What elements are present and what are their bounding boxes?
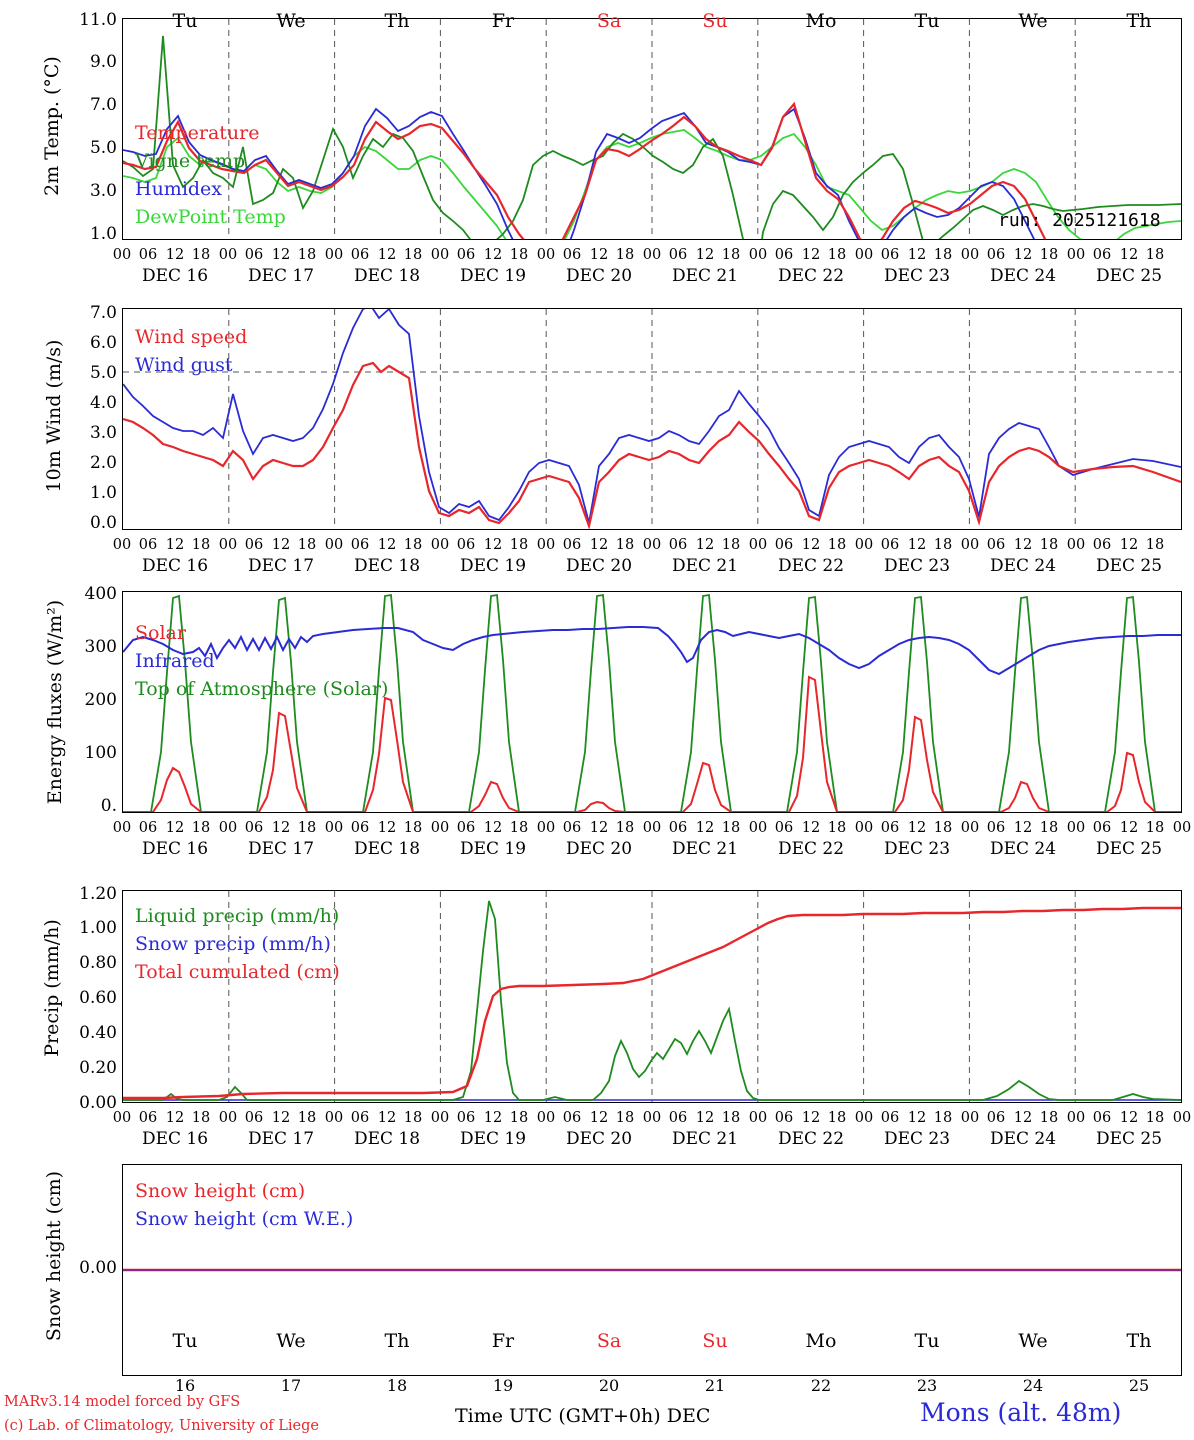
dayname: We [1018, 10, 1048, 32]
hour-tick: 06 [668, 1110, 688, 1126]
hour-tick: 00 [960, 820, 980, 836]
date-label: DEC 24 [989, 266, 1057, 286]
ytick: 300 [84, 637, 117, 657]
daynumber: 22 [810, 1376, 832, 1395]
date-label: DEC 21 [671, 1129, 739, 1149]
date-label: DEC 23 [883, 266, 951, 286]
hour-tick: 12 [1013, 247, 1033, 263]
legend-vigne: Vigne temp [135, 150, 246, 172]
hour-tick: 06 [350, 1110, 370, 1126]
hour-tick: 12 [1119, 537, 1139, 553]
hour-tick: 00 [748, 1110, 768, 1126]
hour-tick: 06 [350, 247, 370, 263]
hour-tick: 12 [907, 247, 927, 263]
hour-tick: 00 [218, 247, 238, 263]
hour-tick: 00 [112, 820, 132, 836]
hour-tick: 18 [403, 820, 423, 836]
legend-snow-precip: Snow precip (mm/h) [135, 933, 331, 955]
hour-tick: 06 [350, 537, 370, 553]
hour-tick: 12 [377, 247, 397, 263]
hour-tick: 12 [1013, 537, 1033, 553]
hour-tick: 00 [1172, 1110, 1192, 1126]
dayname: Tu [172, 10, 198, 32]
dayname: Su [702, 10, 728, 32]
ylabel-temperature: 2m Temp. (°C) [41, 56, 63, 196]
hour-tick: 00 [324, 820, 344, 836]
hour-tick: 06 [138, 247, 158, 263]
hour-tick: 00 [536, 1110, 556, 1126]
hour-tick: 00 [112, 1110, 132, 1126]
hour-tick: 12 [165, 1110, 185, 1126]
date-label: DEC 24 [989, 1129, 1057, 1149]
footer-copyright-line: (c) Lab. of Climatology, University of Liege [4, 1418, 319, 1434]
legend-infrared: Infrared [135, 650, 215, 672]
hour-tick: 06 [562, 820, 582, 836]
dayname-bottom: Fr [491, 1330, 515, 1352]
date-label: DEC 23 [883, 1129, 951, 1149]
hour-tick: 12 [165, 537, 185, 553]
hour-tick: 12 [271, 537, 291, 553]
hour-tick: 06 [456, 247, 476, 263]
hour-tick: 12 [483, 537, 503, 553]
hour-tick: 18 [615, 1110, 635, 1126]
hour-tick: 06 [244, 247, 264, 263]
plot-energy [122, 591, 1182, 813]
plot-wind [122, 308, 1182, 530]
ytick: 9.0 [89, 52, 117, 72]
date-label: DEC 16 [141, 556, 209, 576]
hour-tick: 06 [880, 247, 900, 263]
hour-tick: 06 [774, 247, 794, 263]
footer-model-line: MARv3.14 model forced by GFS [4, 1394, 241, 1410]
date-label: DEC 25 [1095, 266, 1163, 286]
hour-tick: 06 [138, 1110, 158, 1126]
hour-tick: 00 [218, 1110, 238, 1126]
hour-tick: 12 [483, 1110, 503, 1126]
hour-tick: 12 [801, 1110, 821, 1126]
date-label: DEC 16 [141, 1129, 209, 1149]
hour-tick: 18 [1145, 820, 1165, 836]
hour-tick: 12 [695, 537, 715, 553]
hour-tick: 00 [1172, 820, 1192, 836]
ytick: 3.0 [89, 181, 117, 201]
footer-station-label: Mons (alt. 48m) [920, 1398, 1122, 1427]
date-label: DEC 18 [353, 556, 421, 576]
hour-tick: 18 [615, 820, 635, 836]
daynumber: 25 [1128, 1376, 1150, 1395]
dayname-bottom: We [1018, 1330, 1048, 1352]
dayname: Mo [805, 10, 837, 32]
hour-tick: 12 [271, 1110, 291, 1126]
hour-tick: 00 [324, 247, 344, 263]
hour-tick: 12 [801, 247, 821, 263]
hour-tick: 12 [695, 1110, 715, 1126]
ytick: 2.0 [89, 453, 117, 473]
hour-tick: 00 [1066, 1110, 1086, 1126]
ytick: 1.0 [89, 483, 117, 503]
date-label: DEC 17 [247, 556, 315, 576]
hour-tick: 18 [1039, 820, 1059, 836]
ytick: 7.0 [89, 95, 117, 115]
date-label: DEC 24 [989, 556, 1057, 576]
hour-tick: 18 [509, 820, 529, 836]
hour-tick: 18 [403, 1110, 423, 1126]
hour-tick: 06 [138, 820, 158, 836]
hour-tick: 18 [297, 820, 317, 836]
date-label: DEC 18 [353, 1129, 421, 1149]
hour-tick: 00 [854, 1110, 874, 1126]
hour-tick: 18 [827, 820, 847, 836]
hour-tick: 12 [483, 820, 503, 836]
hour-tick: 12 [377, 820, 397, 836]
ylabel-wind: 10m Wind (m/s) [43, 339, 65, 493]
hour-tick: 00 [748, 247, 768, 263]
daynumber: 16 [174, 1376, 196, 1395]
hour-tick: 00 [324, 1110, 344, 1126]
hour-tick: 06 [880, 1110, 900, 1126]
hour-tick: 06 [986, 537, 1006, 553]
hour-tick: 12 [695, 820, 715, 836]
hour-tick: 06 [668, 820, 688, 836]
daynumber: 17 [280, 1376, 302, 1395]
hour-tick: 18 [933, 1110, 953, 1126]
dayname-bottom: Th [384, 1330, 410, 1352]
energy-svg [123, 592, 1181, 812]
hour-tick: 12 [907, 820, 927, 836]
daynumber: 23 [916, 1376, 938, 1395]
hour-tick: 06 [668, 247, 688, 263]
legend-humidex: Humidex [135, 178, 223, 200]
hour-tick: 00 [854, 537, 874, 553]
date-label: DEC 22 [777, 556, 845, 576]
hour-tick: 12 [1119, 820, 1139, 836]
hour-tick: 18 [297, 537, 317, 553]
ytick: 0.00 [79, 1258, 117, 1278]
hour-tick: 18 [191, 537, 211, 553]
date-label: DEC 21 [671, 556, 739, 576]
hour-tick: 18 [191, 820, 211, 836]
ylabel-snow: Snow height (cm) [43, 1170, 65, 1342]
date-label: DEC 25 [1095, 1129, 1163, 1149]
hour-tick: 00 [642, 247, 662, 263]
hour-tick: 12 [589, 1110, 609, 1126]
daynumber: 18 [386, 1376, 408, 1395]
hour-tick: 18 [827, 247, 847, 263]
hour-tick: 12 [165, 247, 185, 263]
ytick: 4.0 [89, 393, 117, 413]
date-label: DEC 18 [353, 266, 421, 286]
ytick: 7.0 [89, 303, 117, 323]
hour-tick: 06 [1092, 247, 1112, 263]
dayname-bottom: Mo [805, 1330, 837, 1352]
panel-snow [0, 1150, 1194, 1395]
date-label: DEC 18 [353, 839, 421, 859]
hour-tick: 00 [642, 537, 662, 553]
date-label: DEC 22 [777, 839, 845, 859]
legend-dewpoint: DewPoint Temp [135, 206, 286, 228]
hour-tick: 18 [1145, 537, 1165, 553]
legend-wind-gust: Wind gust [135, 354, 233, 376]
daynumber: 19 [492, 1376, 514, 1395]
ytick: 0.20 [79, 1058, 117, 1078]
panel-temperature [0, 0, 1194, 285]
hour-tick: 00 [1066, 820, 1086, 836]
hour-tick: 06 [1092, 1110, 1112, 1126]
hour-tick: 12 [377, 537, 397, 553]
hour-tick: 18 [509, 537, 529, 553]
hour-tick: 18 [721, 1110, 741, 1126]
panel-energy [0, 576, 1194, 861]
hour-tick: 18 [191, 1110, 211, 1126]
hour-tick: 12 [271, 247, 291, 263]
date-label: DEC 17 [247, 839, 315, 859]
hour-tick: 12 [271, 820, 291, 836]
date-label: DEC 17 [247, 1129, 315, 1149]
hour-tick: 06 [456, 537, 476, 553]
date-label: DEC 22 [777, 1129, 845, 1149]
hour-tick: 12 [1013, 1110, 1033, 1126]
hour-tick: 06 [244, 1110, 264, 1126]
hour-tick: 00 [430, 1110, 450, 1126]
hour-tick: 06 [1092, 820, 1112, 836]
hour-tick: 18 [297, 247, 317, 263]
hour-tick: 12 [589, 537, 609, 553]
ylabel-energy: Energy fluxes (W/m²) [44, 599, 66, 805]
date-label: DEC 16 [141, 839, 209, 859]
hour-tick: 12 [165, 820, 185, 836]
date-label: DEC 20 [565, 556, 633, 576]
panel-precip [0, 862, 1194, 1147]
hour-tick: 06 [1092, 537, 1112, 553]
hour-tick: 06 [986, 820, 1006, 836]
dayname: Th [384, 10, 410, 32]
footer-time-axis-label: Time UTC (GMT+0h) DEC [455, 1405, 711, 1427]
ylabel-precip: Precip (mm/h) [41, 919, 63, 1057]
hour-tick: 12 [1013, 820, 1033, 836]
date-label: DEC 19 [459, 839, 527, 859]
dayname-bottom: Tu [914, 1330, 940, 1352]
hour-tick: 06 [774, 537, 794, 553]
date-label: DEC 22 [777, 266, 845, 286]
dayname: We [276, 10, 306, 32]
ytick: 1.0 [89, 224, 117, 244]
daynumber: 20 [598, 1376, 620, 1395]
daynumber: 24 [1022, 1376, 1044, 1395]
ytick: 0.00 [79, 1093, 117, 1113]
hour-tick: 18 [1039, 537, 1059, 553]
hour-tick: 12 [589, 247, 609, 263]
ytick: 6.0 [89, 333, 117, 353]
hour-tick: 00 [218, 820, 238, 836]
hour-tick: 00 [1066, 537, 1086, 553]
date-label: DEC 17 [247, 266, 315, 286]
hour-tick: 18 [403, 247, 423, 263]
ytick: 0.40 [79, 1023, 117, 1043]
legend-solar: Solar [135, 622, 186, 644]
hour-tick: 12 [377, 1110, 397, 1126]
hour-tick: 00 [112, 537, 132, 553]
run-label: run: 2025121618 [998, 210, 1161, 231]
hour-tick: 18 [933, 247, 953, 263]
hour-tick: 18 [721, 537, 741, 553]
ytick: 200 [84, 690, 117, 710]
hour-tick: 06 [562, 537, 582, 553]
hour-tick: 00 [536, 820, 556, 836]
legend-wind-speed: Wind speed [135, 326, 248, 348]
ytick: 0.0 [89, 513, 117, 533]
hour-tick: 06 [880, 537, 900, 553]
hour-tick: 06 [774, 820, 794, 836]
dayname-bottom: Th [1126, 1330, 1152, 1352]
hour-tick: 06 [880, 820, 900, 836]
hour-tick: 00 [430, 537, 450, 553]
hour-tick: 00 [536, 247, 556, 263]
hour-tick: 18 [1145, 247, 1165, 263]
hour-tick: 18 [933, 537, 953, 553]
hour-tick: 06 [562, 247, 582, 263]
hour-tick: 12 [695, 247, 715, 263]
date-label: DEC 25 [1095, 556, 1163, 576]
legend-toa: Top of Atmosphere (Solar) [135, 678, 389, 700]
dayname: Sa [596, 10, 622, 32]
hour-tick: 12 [801, 537, 821, 553]
dayname-bottom: Tu [172, 1330, 198, 1352]
ytick: 0.60 [79, 988, 117, 1008]
hour-tick: 00 [960, 1110, 980, 1126]
date-label: DEC 19 [459, 266, 527, 286]
hour-tick: 06 [244, 820, 264, 836]
wind-svg [123, 309, 1181, 529]
hour-tick: 00 [642, 1110, 662, 1126]
date-label: DEC 21 [671, 266, 739, 286]
hour-tick: 18 [721, 820, 741, 836]
ytick: 5.0 [89, 138, 117, 158]
hour-tick: 00 [748, 537, 768, 553]
hour-tick: 18 [509, 1110, 529, 1126]
legend-total-cumulated: Total cumulated (cm) [135, 961, 340, 983]
hour-tick: 18 [933, 820, 953, 836]
date-label: DEC 23 [883, 839, 951, 859]
ytick: 3.0 [89, 423, 117, 443]
ytick: 1.20 [79, 884, 117, 904]
date-label: DEC 24 [989, 839, 1057, 859]
hour-tick: 06 [244, 537, 264, 553]
date-label: DEC 25 [1095, 839, 1163, 859]
legend-temperature: Temperature [135, 122, 260, 144]
hour-tick: 00 [960, 247, 980, 263]
date-label: DEC 21 [671, 839, 739, 859]
hour-tick: 18 [403, 537, 423, 553]
hour-tick: 18 [827, 1110, 847, 1126]
hour-tick: 00 [748, 820, 768, 836]
hour-tick: 00 [218, 537, 238, 553]
legend-snow-height-we: Snow height (cm W.E.) [135, 1208, 354, 1230]
hour-tick: 12 [1119, 247, 1139, 263]
hour-tick: 00 [960, 537, 980, 553]
ytick: 0.80 [79, 953, 117, 973]
hour-tick: 12 [801, 820, 821, 836]
hour-tick: 06 [668, 537, 688, 553]
hour-tick: 18 [191, 247, 211, 263]
hour-tick: 00 [112, 247, 132, 263]
hour-tick: 00 [324, 537, 344, 553]
hour-tick: 00 [854, 247, 874, 263]
hour-tick: 12 [907, 537, 927, 553]
hour-tick: 00 [642, 820, 662, 836]
date-label: DEC 20 [565, 839, 633, 859]
hour-tick: 18 [615, 247, 635, 263]
hour-tick: 18 [297, 1110, 317, 1126]
dayname-bottom: Sa [596, 1330, 622, 1352]
hour-tick: 12 [483, 247, 503, 263]
legend-liquid-precip: Liquid precip (mm/h) [135, 905, 340, 927]
dayname: Fr [491, 10, 515, 32]
hour-tick: 18 [1145, 1110, 1165, 1126]
hour-tick: 06 [456, 820, 476, 836]
hour-tick: 06 [456, 1110, 476, 1126]
hour-tick: 06 [986, 247, 1006, 263]
hour-tick: 06 [986, 1110, 1006, 1126]
ytick: 100 [84, 743, 117, 763]
daynumber: 21 [704, 1376, 726, 1395]
hour-tick: 18 [827, 537, 847, 553]
ytick: 0. [100, 796, 117, 816]
hour-tick: 00 [1066, 247, 1086, 263]
hour-tick: 12 [589, 820, 609, 836]
hour-tick: 06 [138, 537, 158, 553]
hour-tick: 06 [562, 1110, 582, 1126]
hour-tick: 00 [854, 820, 874, 836]
ytick: 11.0 [79, 10, 117, 30]
date-label: DEC 23 [883, 556, 951, 576]
hour-tick: 18 [721, 247, 741, 263]
hour-tick: 00 [430, 247, 450, 263]
hour-tick: 18 [1039, 247, 1059, 263]
hour-tick: 12 [907, 1110, 927, 1126]
date-label: DEC 19 [459, 556, 527, 576]
hour-tick: 18 [509, 247, 529, 263]
ytick: 5.0 [89, 363, 117, 383]
panel-wind [0, 290, 1194, 575]
date-label: DEC 19 [459, 1129, 527, 1149]
ytick: 1.00 [79, 918, 117, 938]
dayname-bottom: We [276, 1330, 306, 1352]
hour-tick: 00 [430, 820, 450, 836]
date-label: DEC 20 [565, 266, 633, 286]
ytick: 400 [84, 584, 117, 604]
hour-tick: 12 [1119, 1110, 1139, 1126]
hour-tick: 00 [536, 537, 556, 553]
date-label: DEC 16 [141, 266, 209, 286]
legend-snow-height: Snow height (cm) [135, 1180, 306, 1202]
hour-tick: 18 [615, 537, 635, 553]
date-label: DEC 20 [565, 1129, 633, 1149]
hour-tick: 06 [350, 820, 370, 836]
hour-tick: 18 [1039, 1110, 1059, 1126]
hour-tick: 06 [774, 1110, 794, 1126]
dayname: Th [1126, 10, 1152, 32]
dayname-bottom: Su [702, 1330, 728, 1352]
dayname: Tu [914, 10, 940, 32]
